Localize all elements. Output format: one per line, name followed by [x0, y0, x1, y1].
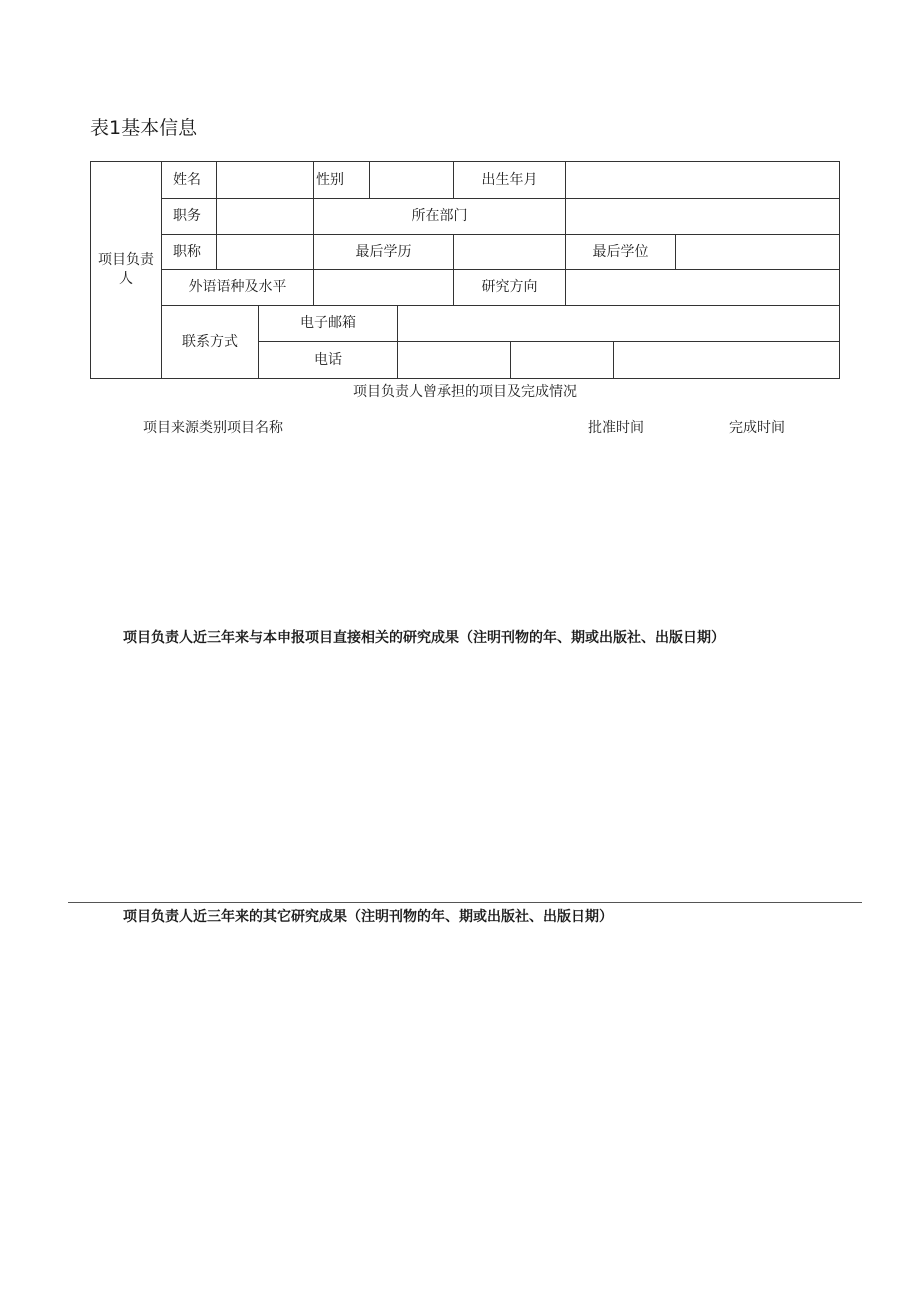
education-value-cell[interactable]	[453, 234, 566, 270]
dept-value-cell[interactable]	[565, 198, 840, 235]
position-label: 职务	[173, 208, 201, 225]
research-value-cell[interactable]	[565, 269, 840, 306]
degree-value-cell[interactable]	[675, 234, 840, 270]
row-header-label: 项目负责人	[98, 252, 154, 287]
contact-label: 联系方式	[182, 333, 238, 350]
birth-label: 出生年月	[481, 171, 538, 188]
section-divider	[68, 902, 862, 903]
dept-label: 所在部门	[411, 208, 468, 225]
name-label: 姓名	[173, 171, 201, 188]
other-results-heading: 项目负责人近三年来的其它研究成果（注明刊物的年、期或出版社、出版日期）	[123, 909, 613, 925]
projects-col-source-name: 项目来源类别项目名称	[143, 420, 283, 436]
research-label: 研究方向	[481, 279, 538, 296]
projects-heading: 项目负责人曾承担的项目及完成情况	[353, 384, 577, 400]
birth-value-cell[interactable]	[565, 161, 840, 199]
phone-extra-cell-2[interactable]	[613, 341, 840, 379]
position-value-cell[interactable]	[216, 198, 314, 235]
title-value-cell[interactable]	[216, 234, 314, 270]
projects-col-approval: 批准时间	[588, 420, 644, 436]
table-title: 表1基本信息	[90, 117, 198, 139]
language-label: 外语语种及水平	[188, 279, 287, 296]
education-label: 最后学历	[355, 243, 412, 260]
phone-value-cell[interactable]	[397, 341, 511, 379]
projects-col-completion: 完成时间	[729, 420, 785, 436]
email-value-cell[interactable]	[397, 305, 840, 342]
related-results-heading: 项目负责人近三年来与本申报项目直接相关的研究成果（注明刊物的年、期或出版社、出版日期）	[123, 630, 725, 646]
phone-label: 电话	[314, 351, 342, 368]
title-label: 职称	[173, 243, 201, 260]
language-value-cell[interactable]	[313, 269, 454, 306]
gender-value-cell[interactable]	[369, 161, 454, 199]
phone-extra-cell[interactable]	[510, 341, 614, 379]
gender-label: 性别	[316, 171, 344, 188]
email-label: 电子邮箱	[300, 315, 356, 332]
name-value-cell[interactable]	[216, 161, 314, 199]
degree-label: 最后学位	[592, 243, 649, 260]
